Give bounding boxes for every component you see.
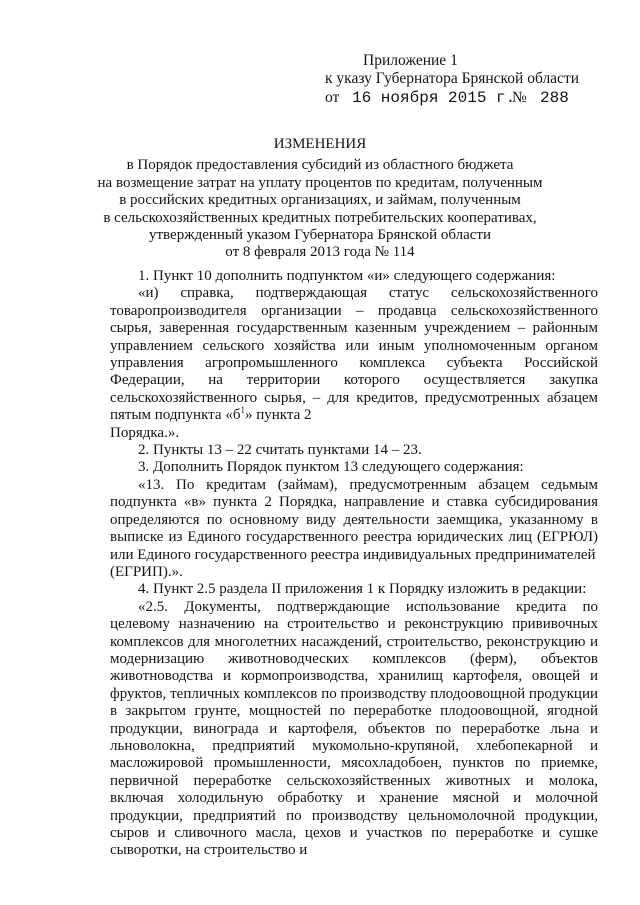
annex-from-label: от xyxy=(325,89,340,106)
paragraph-item-1: 1. Пункт 10 дополнить подпунктом «и» следующего содержания: xyxy=(138,268,556,284)
subitem-i-tail: » пункта 2 xyxy=(244,407,312,424)
paragraph-item-3: 3. Дополнить Порядок пунктом 13 следующего содержания: xyxy=(138,459,524,476)
paragraph-point-13: «13. По кредитам (займам), предусмотренным абзацем седьмым подпункта «в» пункта 2 Порядка, направление и ставка субсидирования определяются по основному виду деятельности заемщика, указанному в выписке из Единого государственного реестра юридических лиц (ЕГРЮЛ) или Единого государственного реестра индивидуальных предпринимателей xyxy=(110,476,598,563)
paragraph-item-2: 2. Пункты 13 – 22 считать пунктами 14 – 23. xyxy=(138,442,422,459)
title-line: от 8 февраля 2013 года № 114 xyxy=(225,244,415,261)
paragraph-subitem-i xyxy=(110,285,598,424)
document-title xyxy=(0,136,640,262)
title-line: в сельскохозяйственных кредитных потребительских кооперативах, xyxy=(103,209,537,226)
paragraph-point-13-end: (ЕГРИП).». xyxy=(110,563,183,580)
title-heading: ИЗМЕНЕНИЯ xyxy=(273,136,367,152)
title-line: в Порядок предоставления субсидий из областного бюджета xyxy=(126,157,514,174)
document-body xyxy=(110,268,598,860)
title-line: на возмещение затрат на уплату процентов по кредитам, полученным xyxy=(97,174,543,191)
annex-decree-ref: к указу Губернатора Брянской области xyxy=(325,70,580,87)
annex-header xyxy=(325,52,625,109)
annex-date: 16 ноября 2015 г. xyxy=(352,89,516,107)
paragraph-item-4: 4. Пункт 2.5 раздела II приложения 1 к Порядку изложить в редакции: xyxy=(138,581,587,598)
paragraph-point-2-5: «2.5. Документы, подтверждающие использование кредита по целевому назначению на строительство и реконструкцию прививочных комплексов для многолетних насаждений, строительство, реконструкцию и модернизацию животноводческих комплексов (ферм), объектов животноводства и кормопроизводства, хранилищ картофеля, овощей и фруктов, тепличных комплексов по производству плодоовощной продукции в закрытом грунте, мощностей по переработке плодоовощной, ягодной продукции, винограда и картофеля, объектов по переработке льна и льноволокна, предприятий мукомольно-крупяной, хлебопекарной и масложировой промышленности, мясохладобоен, пунктов по приемке, первичной переработке сельскохозяйственных животных и молока, включая холодильную обработку и хранение мясной и молочной продукции, предприятий по производству цельномолочной продукции, сыров и сливочного масла, цехов и участков по переработке и сушке сыворотки, на строительство и xyxy=(110,598,598,859)
annex-date-number xyxy=(325,89,625,109)
annex-number: 288 xyxy=(540,89,569,107)
title-line: утвержденный указом Губернатора Брянской области xyxy=(149,227,491,244)
superscript: 1 xyxy=(240,405,245,416)
subitem-i-text: «и) справка, подтверждающая статус сельскохозяйственного товаропроизводителя организации – продавца сельскохозяйственного сырья, заверенная государственным казенным учреждением – районным управлением сельского хозяйства или иным уполномоченным органом управления агропромышленного комплекса субъекта Российской Федерации, на территории которого осуществляется закупка сельскохозяйственного сырья, – для кредитов, предусмотренных абзацем пятым подпункта «б xyxy=(110,285,598,424)
paragraph-subitem-i-end: Порядка.». xyxy=(110,424,180,441)
annex-number-sign: № xyxy=(512,89,527,106)
annex-label: Приложение 1 xyxy=(363,52,458,69)
title-line: в российских кредитных организациях, и займам, полученным xyxy=(119,192,521,209)
